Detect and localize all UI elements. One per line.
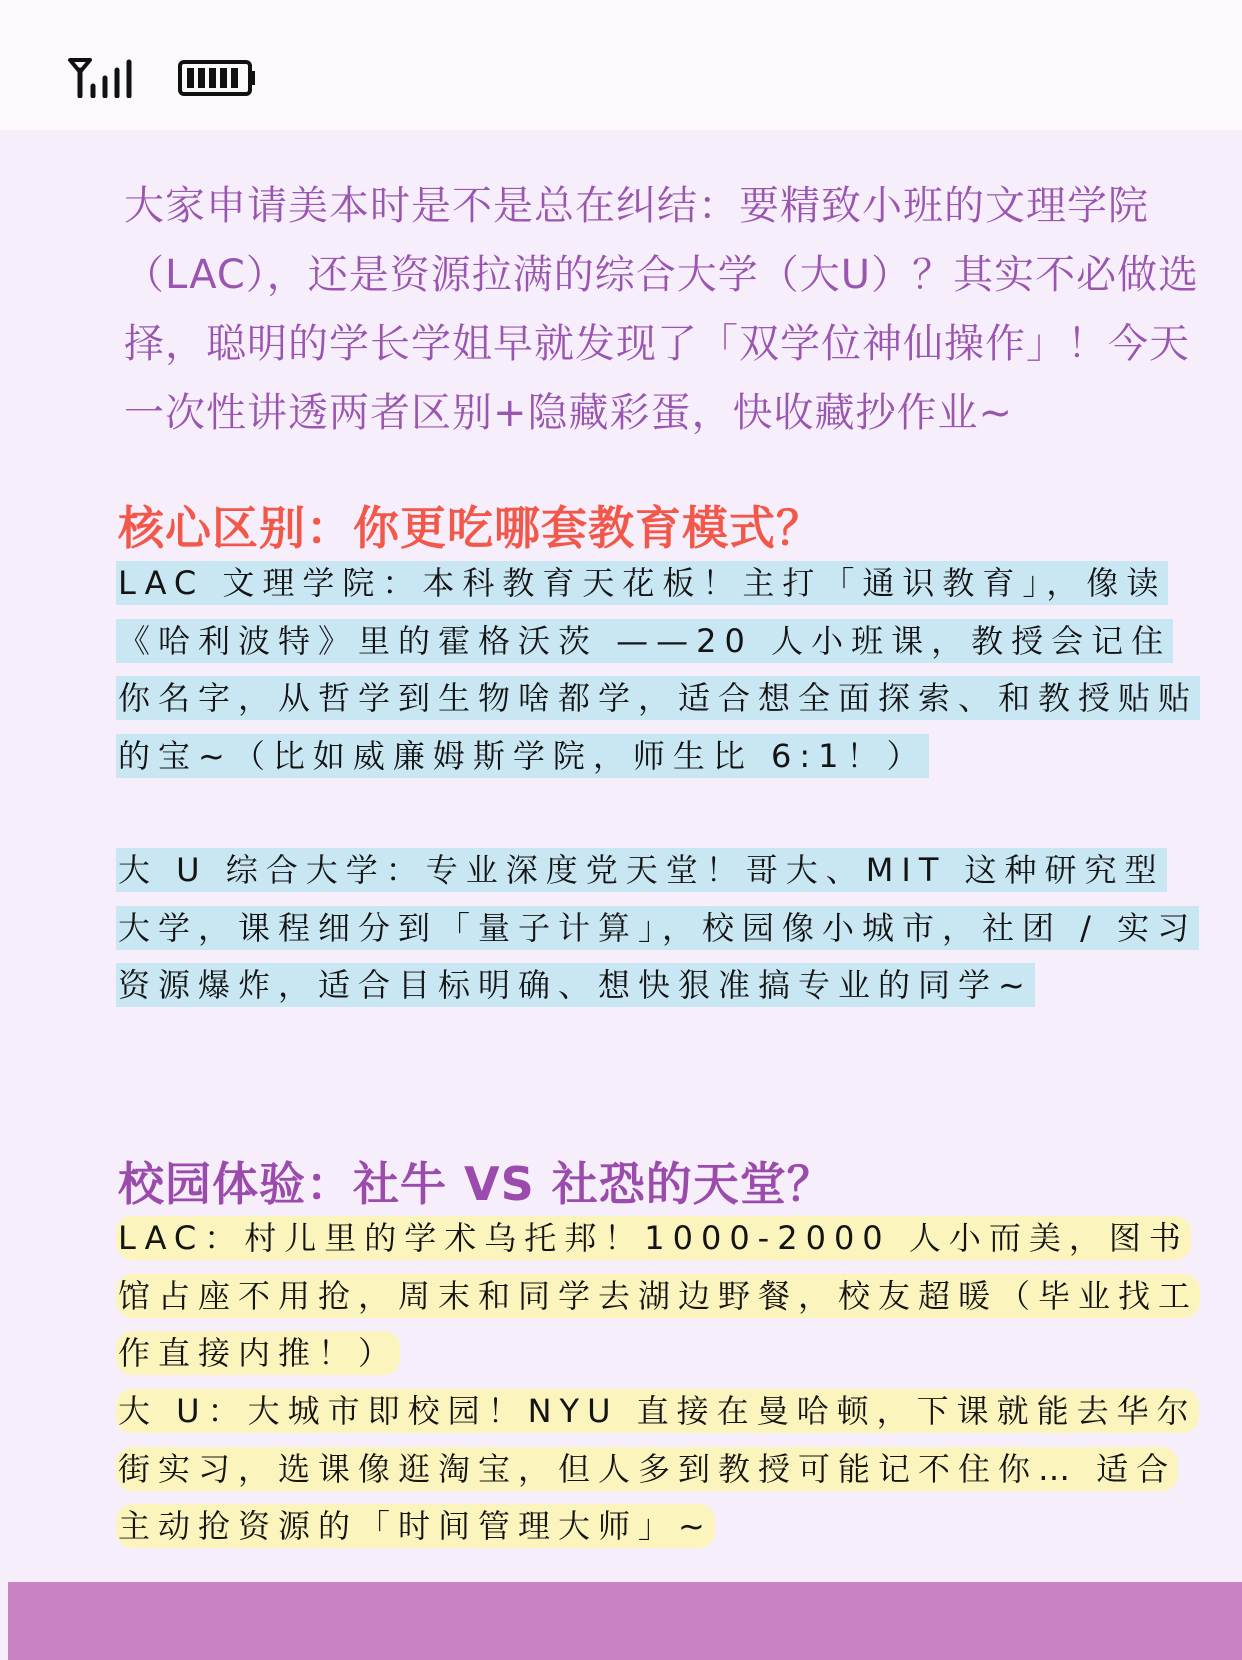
university-education-note: [116, 842, 1202, 1015]
footer-band: [8, 1582, 1242, 1660]
lac-campus-note: [116, 1210, 1202, 1383]
section-title-campus: 校园体验：社牛 VS 社恐的天堂？: [118, 1157, 834, 1211]
lac-education-note: [116, 555, 1202, 785]
battery-full-icon: [178, 60, 256, 96]
status-bar: [0, 0, 1242, 130]
lac-education-text: LAC 文理学院：本科教育天花板！主打「通识教育」，像读《哈利波特》里的霍格沃茨 ——20 人小班课，教授会记住你名字，从哲学到生物啥都学，适合想全面探索、和教授贴贴的宝~（比如威廉姆斯学院，师生比 6:1！）: [116, 561, 1200, 778]
university-education-text: 大 U 综合大学：专业深度党天堂！哥大、MIT 这种研究型大学，课程细分到「量子计算」，校园像小城市，社团 / 实习资源爆炸，适合目标明确、想快狠准搞专业的同学~: [116, 848, 1199, 1007]
section-title-education: 核心区别：你更吃哪套教育模式？: [118, 501, 823, 555]
intro-paragraph: 大家申请美本时是不是总在纠结：要精致小班的文理学院（LAC），还是资源拉满的综合大学（大U）？其实不必做选择，聪明的学长学姐早就发现了「双学位神仙操作」！今天一次性讲透两者区别+隐藏彩蛋，快收藏抄作业~: [124, 183, 1200, 436]
lac-campus-text: LAC：村儿里的学术乌托邦！1000-2000 人小而美，图书馆占座不用抢，周末和同学去湖边野餐，校友超暖（毕业找工作直接内推！）: [116, 1216, 1200, 1375]
university-campus-note: [116, 1383, 1202, 1556]
signal-bars-icon: [68, 56, 144, 98]
university-campus-text: 大 U：大城市即校园！NYU 直接在曼哈顿，下课就能去华尔街实习，选课像逛淘宝，但人多到教授可能记不住你… 适合主动抢资源的「时间管理大师」~: [116, 1389, 1199, 1548]
